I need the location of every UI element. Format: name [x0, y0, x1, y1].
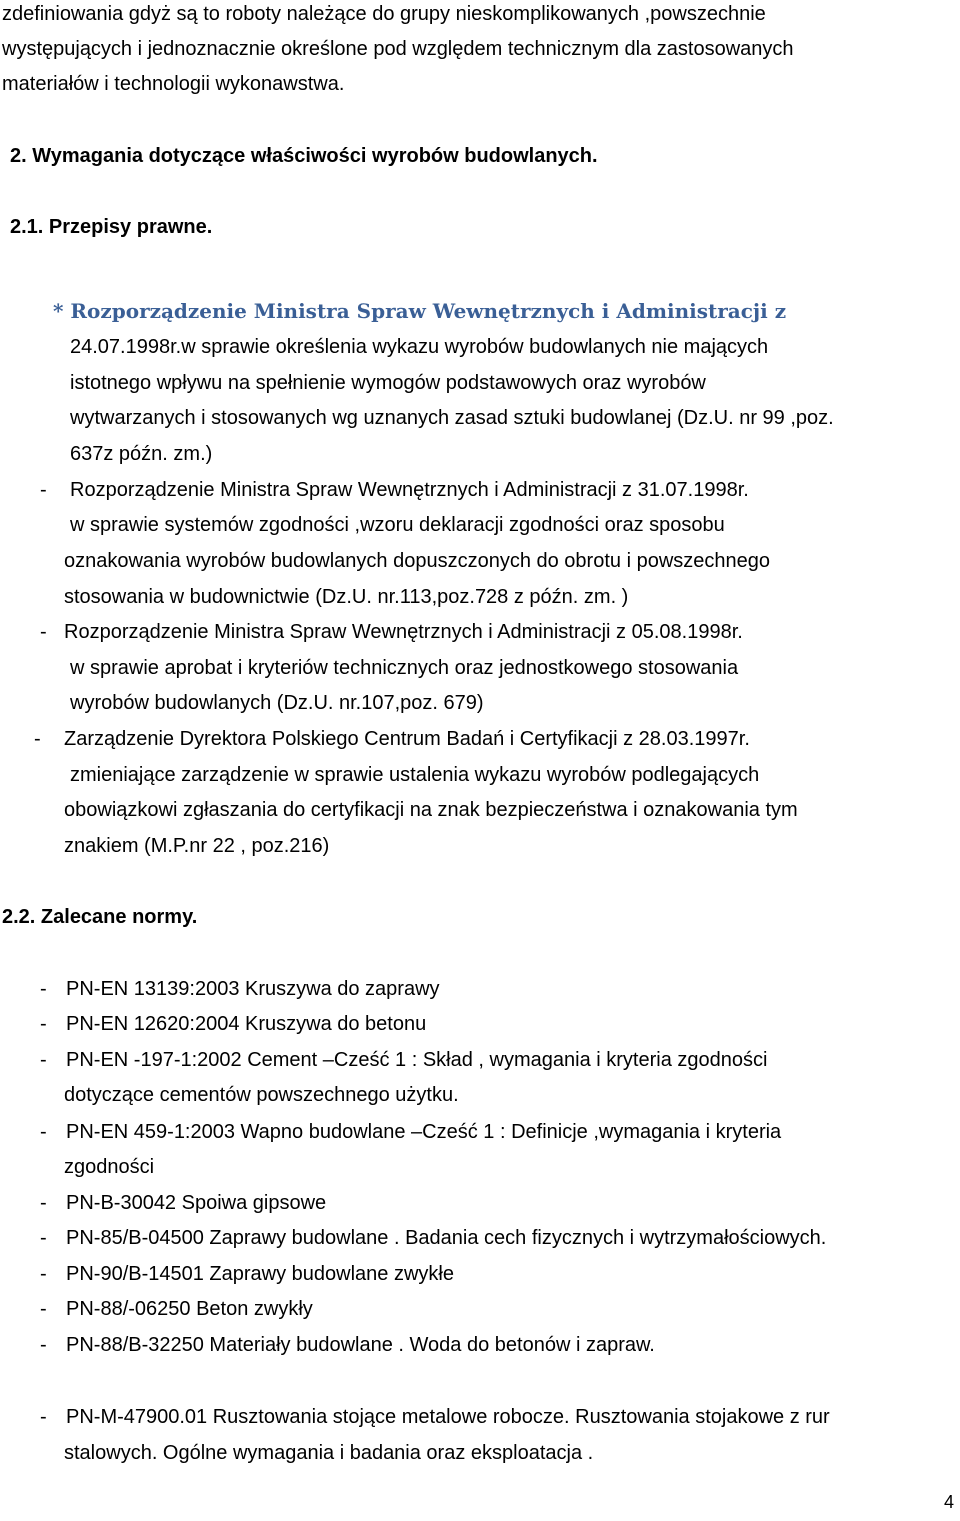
norm-dash: - — [40, 1121, 47, 1143]
norm-dash: - — [40, 1406, 47, 1428]
norm-item: PN-EN 12620:2004 Kruszywa do betonu — [66, 1013, 427, 1035]
regulation-2-line-2: w sprawie systemów zgodności ,wzoru deklaracji zgodności oraz sposobu — [70, 514, 725, 536]
section-2-2-heading: 2.2. Zalecane normy. — [2, 906, 198, 928]
regulation-4-line-2: zmieniające zarządzenie w sprawie ustalenia wykazu wyrobów podlegających — [70, 764, 760, 786]
intro-line-3: materiałów i technologii wykonawstwa. — [2, 73, 345, 95]
regulation-1-line-4: wytwarzanych i stosowanych wg uznanych zasad sztuki budowlanej (Dz.U. nr 99 ,poz. — [70, 407, 834, 429]
regulation-1-line-3: istotnego wpływu na spełnienie wymogów podstawowych oraz wyrobów — [70, 372, 706, 394]
intro-line-1: zdefiniowania gdyż są to roboty należące do grupy nieskomplikowanych ,powszechnie — [2, 3, 766, 25]
norm-dash: - — [40, 1263, 47, 1285]
regulation-2-line-1: Rozporządzenie Ministra Spraw Wewnętrznych i Administracji z 31.07.1998r. — [70, 479, 749, 501]
norm-item: PN-90/B-14501 Zaprawy budowlane zwykłe — [66, 1263, 454, 1285]
norm-item: PN-EN 459-1:2003 Wapno budowlane –Cześć 1 : Definicje ,wymagania i kryteria — [66, 1121, 782, 1143]
norm-item: PN-88/-06250 Beton zwykły — [66, 1298, 313, 1320]
norm-item-continuation: zgodności — [64, 1156, 155, 1178]
norm-dash: - — [40, 1049, 47, 1071]
page-number: 4 — [943, 1492, 954, 1512]
norm-dash: - — [40, 1192, 47, 1214]
norm-item-continuation: stalowych. Ogólne wymagania i badania oraz eksploatacja . — [64, 1442, 594, 1464]
regulation-1-line-2: 24.07.1998r.w sprawie określenia wykazu wyrobów budowlanych nie mających — [70, 336, 769, 358]
norm-dash: - — [40, 1298, 47, 1320]
regulation-1-title: * Rozporządzenie Ministra Spraw Wewnętrznych i Administracji z — [53, 299, 787, 323]
norm-item: PN-B-30042 Spoiwa gipsowe — [66, 1192, 327, 1214]
norm-item: PN-EN -197-1:2002 Cement –Cześć 1 : Skład , wymagania i kryteria zgodności — [66, 1049, 768, 1071]
section-2-heading: 2. Wymagania dotyczące właściwości wyrobów budowlanych. — [10, 145, 598, 167]
regulation-1-line-5: 637z późn. zm.) — [70, 443, 213, 465]
norm-dash: - — [40, 1013, 47, 1035]
regulation-3-line-2: w sprawie aprobat i kryteriów technicznych oraz jednostkowego stosowania — [70, 657, 739, 679]
section-2-1-heading: 2.1. Przepisy prawne. — [10, 216, 213, 238]
norm-item: PN-M-47900.01 Rusztowania stojące metalowe robocze. Rusztowania stojakowe z rur — [66, 1406, 830, 1428]
regulation-2-line-3: oznakowania wyrobów budowlanych dopuszczonych do obrotu i powszechnego — [64, 550, 770, 572]
regulation-4-line-4: znakiem (M.P.nr 22 , poz.216) — [64, 835, 330, 857]
regulation-3-line-3: wyrobów budowlanych (Dz.U. nr.107,poz. 679) — [70, 692, 484, 714]
norm-dash: - — [40, 1227, 47, 1249]
regulation-2-line-4: stosowania w budownictwie (Dz.U. nr.113,poz.728 z późn. zm. ) — [64, 586, 629, 608]
regulation-4-line-1: Zarządzenie Dyrektora Polskiego Centrum Badań i Certyfikacji z 28.03.1997r. — [64, 728, 750, 750]
norm-dash: - — [40, 1334, 47, 1356]
regulation-4-dash: - — [34, 728, 41, 750]
norm-dash: - — [40, 978, 47, 1000]
intro-line-2: występujących i jednoznacznie określone pod względem technicznym dla zastosowanych — [2, 38, 794, 60]
regulation-4-line-3: obowiązkowi zgłaszania do certyfikacji na znak bezpieczeństwa i oznakowania tym — [64, 799, 798, 821]
norm-item-continuation: dotyczące cementów powszechnego użytku. — [64, 1084, 459, 1106]
regulation-2-dash: - — [40, 479, 47, 501]
norm-item: PN-85/B-04500 Zaprawy budowlane . Badania cech fizycznych i wytrzymałościowych. — [66, 1227, 827, 1249]
regulation-3-dash: - — [40, 621, 47, 643]
regulation-3-line-1: Rozporządzenie Ministra Spraw Wewnętrznych i Administracji z 05.08.1998r. — [64, 621, 743, 643]
norm-item: PN-88/B-32250 Materiały budowlane . Woda do betonów i zapraw. — [66, 1334, 655, 1356]
norm-item: PN-EN 13139:2003 Kruszywa do zaprawy — [66, 978, 440, 1000]
